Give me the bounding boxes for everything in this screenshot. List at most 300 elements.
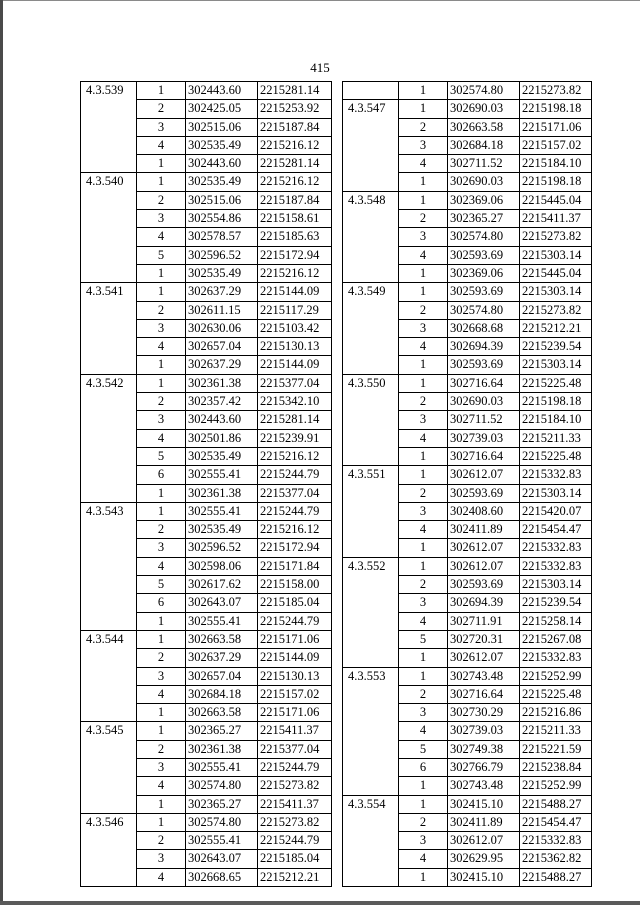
x-coordinate-cell: 302555.41	[186, 758, 258, 776]
table-row	[343, 356, 592, 374]
table-row	[343, 264, 592, 282]
point-number-cell: 1	[399, 283, 448, 301]
x-coordinate-cell: 302365.27	[186, 795, 258, 813]
section-number-cell	[81, 539, 137, 557]
x-coordinate-cell: 302535.49	[186, 136, 258, 154]
y-coordinate-cell: 2215281.14	[258, 411, 332, 429]
y-coordinate-cell: 2215144.09	[258, 649, 332, 667]
section-number-cell: 4.3.548	[343, 191, 399, 209]
point-number-cell: 1	[399, 374, 448, 392]
section-number-cell	[343, 832, 399, 850]
table-row	[343, 502, 592, 520]
point-number-cell: 3	[399, 411, 448, 429]
y-coordinate-cell: 2215244.79	[258, 832, 332, 850]
section-number-cell: 4.3.540	[81, 173, 137, 191]
x-coordinate-cell: 302555.41	[186, 502, 258, 520]
section-number-cell	[81, 521, 137, 539]
y-coordinate-cell: 2215158.61	[258, 210, 332, 228]
table-row	[343, 594, 592, 612]
section-number-cell	[81, 411, 137, 429]
x-coordinate-cell: 302361.38	[186, 484, 258, 502]
table-row	[343, 649, 592, 667]
x-coordinate-cell: 302365.27	[448, 210, 520, 228]
table-row	[343, 228, 592, 246]
section-number-cell: 4.3.552	[343, 557, 399, 575]
x-coordinate-cell: 302711.52	[448, 155, 520, 173]
table-row	[343, 539, 592, 557]
y-coordinate-cell: 2215216.86	[520, 704, 592, 722]
table-row	[343, 685, 592, 703]
y-coordinate-cell: 2215130.13	[258, 667, 332, 685]
y-coordinate-cell: 2215172.94	[258, 539, 332, 557]
table-row	[81, 301, 332, 319]
point-number-cell: 1	[399, 356, 448, 374]
section-number-cell	[81, 740, 137, 758]
table-row	[81, 630, 332, 648]
section-number-cell	[81, 301, 137, 319]
section-number-cell	[81, 264, 137, 282]
y-coordinate-cell: 2215225.48	[520, 447, 592, 465]
point-number-cell: 4	[399, 850, 448, 868]
y-coordinate-cell: 2215342.10	[258, 393, 332, 411]
section-number-cell	[81, 576, 137, 594]
point-number-cell: 2	[399, 685, 448, 703]
x-coordinate-cell: 302643.07	[186, 850, 258, 868]
y-coordinate-cell: 2215332.83	[520, 466, 592, 484]
x-coordinate-cell: 302535.49	[186, 173, 258, 191]
y-coordinate-cell: 2215252.99	[520, 777, 592, 795]
section-number-cell	[343, 301, 399, 319]
table-row	[81, 612, 332, 630]
section-number-cell	[81, 118, 137, 136]
y-coordinate-cell: 2215332.83	[520, 557, 592, 575]
point-number-cell: 1	[137, 283, 186, 301]
x-coordinate-cell: 302716.64	[448, 374, 520, 392]
section-number-cell	[81, 246, 137, 264]
table-row	[81, 868, 332, 886]
scan-edge-left	[0, 0, 3, 905]
point-number-cell: 1	[137, 264, 186, 282]
y-coordinate-cell: 2215216.12	[258, 264, 332, 282]
y-coordinate-cell: 2215273.82	[258, 813, 332, 831]
table-row	[81, 667, 332, 685]
x-coordinate-cell: 302663.58	[186, 630, 258, 648]
y-coordinate-cell: 2215158.00	[258, 576, 332, 594]
section-number-cell: 4.3.542	[81, 374, 137, 392]
x-coordinate-cell: 302612.07	[448, 649, 520, 667]
point-number-cell: 5	[399, 630, 448, 648]
x-coordinate-cell: 302690.03	[448, 100, 520, 118]
table-row	[81, 411, 332, 429]
section-number-cell	[343, 740, 399, 758]
point-number-cell: 2	[137, 740, 186, 758]
section-number-cell	[343, 722, 399, 740]
point-number-cell: 1	[399, 173, 448, 191]
y-coordinate-cell: 2215267.08	[520, 630, 592, 648]
y-coordinate-cell: 2215244.79	[258, 466, 332, 484]
y-coordinate-cell: 2215216.12	[258, 173, 332, 191]
table-row	[81, 246, 332, 264]
y-coordinate-cell: 2215411.37	[258, 722, 332, 740]
point-number-cell: 2	[137, 191, 186, 209]
section-number-cell	[343, 576, 399, 594]
y-coordinate-cell: 2215238.84	[520, 758, 592, 776]
y-coordinate-cell: 2215244.79	[258, 612, 332, 630]
x-coordinate-cell: 302690.03	[448, 393, 520, 411]
point-number-cell: 3	[399, 832, 448, 850]
table-row	[343, 466, 592, 484]
table-row	[81, 594, 332, 612]
x-coordinate-cell: 302593.69	[448, 576, 520, 594]
table-row	[81, 502, 332, 520]
point-number-cell: 1	[399, 795, 448, 813]
section-number-cell	[343, 155, 399, 173]
section-number-cell	[343, 484, 399, 502]
table-row	[343, 118, 592, 136]
point-number-cell: 3	[399, 502, 448, 520]
y-coordinate-cell: 2215303.14	[520, 283, 592, 301]
y-coordinate-cell: 2215239.54	[520, 594, 592, 612]
section-number-cell	[81, 393, 137, 411]
table-row	[343, 246, 592, 264]
y-coordinate-cell: 2215211.33	[520, 429, 592, 447]
x-coordinate-cell: 302730.29	[448, 704, 520, 722]
y-coordinate-cell: 2215420.07	[520, 502, 592, 520]
point-number-cell: 1	[399, 667, 448, 685]
x-coordinate-cell: 302596.52	[186, 539, 258, 557]
point-number-cell: 2	[399, 576, 448, 594]
section-number-cell	[81, 795, 137, 813]
section-number-cell	[81, 319, 137, 337]
table-row	[343, 374, 592, 392]
y-coordinate-cell: 2215157.02	[520, 136, 592, 154]
table-row	[343, 173, 592, 191]
x-coordinate-cell: 302443.60	[186, 155, 258, 173]
table-row	[343, 557, 592, 575]
y-coordinate-cell: 2215171.06	[258, 704, 332, 722]
section-number-cell: 4.3.539	[81, 82, 137, 100]
y-coordinate-cell: 2215157.02	[258, 685, 332, 703]
x-coordinate-cell: 302425.05	[186, 100, 258, 118]
table-row	[81, 521, 332, 539]
section-number-cell	[343, 758, 399, 776]
table-row	[343, 795, 592, 813]
point-number-cell: 2	[137, 521, 186, 539]
page-number: 415	[310, 60, 330, 75]
table-row	[343, 283, 592, 301]
point-number-cell: 1	[137, 155, 186, 173]
x-coordinate-cell: 302574.80	[186, 813, 258, 831]
point-number-cell: 3	[137, 411, 186, 429]
point-number-cell: 1	[399, 191, 448, 209]
section-number-cell	[81, 429, 137, 447]
point-number-cell: 1	[137, 795, 186, 813]
point-number-cell: 1	[137, 813, 186, 831]
x-coordinate-cell: 302593.69	[448, 246, 520, 264]
table-row	[343, 521, 592, 539]
y-coordinate-cell: 2215377.04	[258, 740, 332, 758]
point-number-cell: 4	[399, 155, 448, 173]
section-number-cell	[343, 685, 399, 703]
x-coordinate-cell: 302612.07	[448, 539, 520, 557]
point-number-cell: 2	[399, 210, 448, 228]
section-number-cell	[81, 136, 137, 154]
x-coordinate-cell: 302637.29	[186, 283, 258, 301]
point-number-cell: 4	[137, 557, 186, 575]
y-coordinate-cell: 2215144.09	[258, 356, 332, 374]
x-coordinate-cell: 302415.10	[448, 795, 520, 813]
table-row	[343, 868, 592, 886]
section-number-cell: 4.3.545	[81, 722, 137, 740]
point-number-cell: 1	[137, 722, 186, 740]
table-row	[81, 173, 332, 191]
x-coordinate-cell: 302749.38	[448, 740, 520, 758]
section-number-cell	[81, 667, 137, 685]
section-number-cell: 4.3.553	[343, 667, 399, 685]
x-coordinate-cell: 302657.04	[186, 667, 258, 685]
point-number-cell: 1	[399, 868, 448, 886]
y-coordinate-cell: 2215332.83	[520, 832, 592, 850]
y-coordinate-cell: 2215103.42	[258, 319, 332, 337]
x-coordinate-cell: 302612.07	[448, 832, 520, 850]
table-row	[81, 795, 332, 813]
point-number-cell: 2	[137, 832, 186, 850]
table-row	[343, 429, 592, 447]
point-number-cell: 2	[399, 813, 448, 831]
x-coordinate-cell: 302694.39	[448, 338, 520, 356]
table-row	[81, 832, 332, 850]
table-row	[81, 447, 332, 465]
x-coordinate-cell: 302593.69	[448, 356, 520, 374]
x-coordinate-cell: 302630.06	[186, 319, 258, 337]
table-row	[343, 338, 592, 356]
section-number-cell	[343, 173, 399, 191]
point-number-cell: 1	[137, 704, 186, 722]
section-number-cell	[343, 228, 399, 246]
table-row	[81, 264, 332, 282]
y-coordinate-cell: 2215244.79	[258, 502, 332, 520]
x-coordinate-cell: 302643.07	[186, 594, 258, 612]
section-number-cell	[343, 447, 399, 465]
point-number-cell: 4	[137, 228, 186, 246]
section-number-cell	[81, 758, 137, 776]
point-number-cell: 1	[137, 612, 186, 630]
section-number-cell	[81, 447, 137, 465]
y-coordinate-cell: 2215184.10	[520, 411, 592, 429]
y-coordinate-cell: 2215239.54	[520, 338, 592, 356]
table-row	[81, 356, 332, 374]
table-row	[81, 649, 332, 667]
point-number-cell: 3	[399, 228, 448, 246]
x-coordinate-cell: 302515.06	[186, 191, 258, 209]
point-number-cell: 2	[399, 484, 448, 502]
point-number-cell: 3	[137, 210, 186, 228]
section-number-cell: 4.3.543	[81, 502, 137, 520]
point-number-cell: 3	[137, 539, 186, 557]
y-coordinate-cell: 2215454.47	[520, 813, 592, 831]
section-number-cell	[81, 100, 137, 118]
y-coordinate-cell: 2215187.84	[258, 191, 332, 209]
point-number-cell: 4	[137, 685, 186, 703]
x-coordinate-cell: 302663.58	[448, 118, 520, 136]
table-row	[81, 82, 332, 100]
x-coordinate-cell: 302555.41	[186, 612, 258, 630]
x-coordinate-cell: 302443.60	[186, 82, 258, 100]
y-coordinate-cell: 2215273.82	[520, 228, 592, 246]
y-coordinate-cell: 2215216.12	[258, 447, 332, 465]
x-coordinate-cell: 302515.06	[186, 118, 258, 136]
section-number-cell	[343, 118, 399, 136]
point-number-cell: 4	[399, 612, 448, 630]
y-coordinate-cell: 2215221.59	[520, 740, 592, 758]
y-coordinate-cell: 2215225.48	[520, 374, 592, 392]
x-coordinate-cell: 302739.03	[448, 722, 520, 740]
scan-edge-top	[0, 0, 640, 1]
table-row	[343, 484, 592, 502]
point-number-cell: 2	[399, 301, 448, 319]
x-coordinate-cell: 302663.58	[186, 704, 258, 722]
y-coordinate-cell: 2215445.04	[520, 191, 592, 209]
x-coordinate-cell: 302668.65	[186, 868, 258, 886]
y-coordinate-cell: 2215454.47	[520, 521, 592, 539]
point-number-cell: 5	[399, 740, 448, 758]
x-coordinate-cell: 302612.07	[448, 466, 520, 484]
y-coordinate-cell: 2215273.82	[258, 777, 332, 795]
y-coordinate-cell: 2215212.21	[258, 868, 332, 886]
point-number-cell: 3	[137, 850, 186, 868]
table-row	[81, 319, 332, 337]
table-row	[81, 429, 332, 447]
table-row	[81, 557, 332, 575]
x-coordinate-cell: 302555.41	[186, 832, 258, 850]
x-coordinate-cell: 302716.64	[448, 447, 520, 465]
section-number-cell	[81, 850, 137, 868]
section-number-cell	[343, 246, 399, 264]
table-row	[81, 393, 332, 411]
y-coordinate-cell: 2215130.13	[258, 338, 332, 356]
section-number-cell	[81, 777, 137, 795]
section-number-cell: 4.3.550	[343, 374, 399, 392]
section-number-cell	[343, 594, 399, 612]
table-row	[343, 832, 592, 850]
table-row	[81, 704, 332, 722]
section-number-cell: 4.3.554	[343, 795, 399, 813]
x-coordinate-cell: 302578.57	[186, 228, 258, 246]
table-row	[81, 850, 332, 868]
table-row	[343, 758, 592, 776]
y-coordinate-cell: 2215253.92	[258, 100, 332, 118]
y-coordinate-cell: 2215332.83	[520, 649, 592, 667]
point-number-cell: 1	[399, 649, 448, 667]
point-number-cell: 4	[399, 338, 448, 356]
table-row	[343, 813, 592, 831]
point-number-cell: 4	[137, 136, 186, 154]
section-number-cell: 4.3.547	[343, 100, 399, 118]
x-coordinate-cell: 302357.42	[186, 393, 258, 411]
x-coordinate-cell: 302684.18	[448, 136, 520, 154]
point-number-cell: 1	[137, 374, 186, 392]
y-coordinate-cell: 2215377.04	[258, 484, 332, 502]
y-coordinate-cell: 2215303.14	[520, 356, 592, 374]
table-row	[81, 685, 332, 703]
point-number-cell: 1	[399, 466, 448, 484]
x-coordinate-cell: 302668.68	[448, 319, 520, 337]
y-coordinate-cell: 2215445.04	[520, 264, 592, 282]
section-number-cell	[343, 521, 399, 539]
section-number-cell	[81, 832, 137, 850]
x-coordinate-cell: 302720.31	[448, 630, 520, 648]
section-number-cell	[81, 649, 137, 667]
section-number-cell	[343, 630, 399, 648]
point-number-cell: 4	[399, 429, 448, 447]
x-coordinate-cell: 302574.80	[448, 301, 520, 319]
y-coordinate-cell: 2215488.27	[520, 795, 592, 813]
x-coordinate-cell: 302361.38	[186, 740, 258, 758]
y-coordinate-cell: 2215258.14	[520, 612, 592, 630]
point-number-cell: 2	[137, 393, 186, 411]
section-number-cell	[81, 338, 137, 356]
y-coordinate-cell: 2215198.18	[520, 393, 592, 411]
table-row	[343, 191, 592, 209]
section-number-cell	[343, 210, 399, 228]
point-number-cell: 4	[399, 521, 448, 539]
y-coordinate-cell: 2215185.04	[258, 594, 332, 612]
x-coordinate-cell: 302593.69	[448, 283, 520, 301]
point-number-cell: 1	[399, 539, 448, 557]
table-row	[81, 210, 332, 228]
section-number-cell	[81, 466, 137, 484]
table-row	[81, 813, 332, 831]
x-coordinate-cell: 302574.80	[448, 82, 520, 100]
section-number-cell	[81, 594, 137, 612]
coordinates-table-right	[342, 81, 592, 887]
point-number-cell: 1	[399, 777, 448, 795]
table-row	[81, 283, 332, 301]
y-coordinate-cell: 2215185.63	[258, 228, 332, 246]
x-coordinate-cell: 302443.60	[186, 411, 258, 429]
section-number-cell	[343, 338, 399, 356]
x-coordinate-cell: 302611.15	[186, 301, 258, 319]
x-coordinate-cell: 302684.18	[186, 685, 258, 703]
section-number-cell	[81, 155, 137, 173]
section-number-cell: 4.3.546	[81, 813, 137, 831]
section-number-cell	[81, 685, 137, 703]
point-number-cell: 3	[399, 594, 448, 612]
table-row	[343, 301, 592, 319]
point-number-cell: 1	[137, 502, 186, 520]
y-coordinate-cell: 2215303.14	[520, 246, 592, 264]
point-number-cell: 2	[399, 393, 448, 411]
x-coordinate-cell: 302574.80	[448, 228, 520, 246]
point-number-cell: 1	[137, 630, 186, 648]
table-row	[81, 740, 332, 758]
point-number-cell: 1	[399, 557, 448, 575]
x-coordinate-cell: 302694.39	[448, 594, 520, 612]
section-number-cell	[343, 704, 399, 722]
x-coordinate-cell: 302766.79	[448, 758, 520, 776]
point-number-cell: 5	[137, 447, 186, 465]
section-number-cell	[343, 868, 399, 886]
section-number-cell	[81, 191, 137, 209]
point-number-cell: 5	[137, 246, 186, 264]
point-number-cell: 3	[399, 704, 448, 722]
coordinates-table-left	[80, 81, 332, 887]
table-row	[343, 155, 592, 173]
y-coordinate-cell: 2215117.29	[258, 301, 332, 319]
point-number-cell: 6	[137, 594, 186, 612]
y-coordinate-cell: 2215411.37	[520, 210, 592, 228]
y-coordinate-cell: 2215185.04	[258, 850, 332, 868]
